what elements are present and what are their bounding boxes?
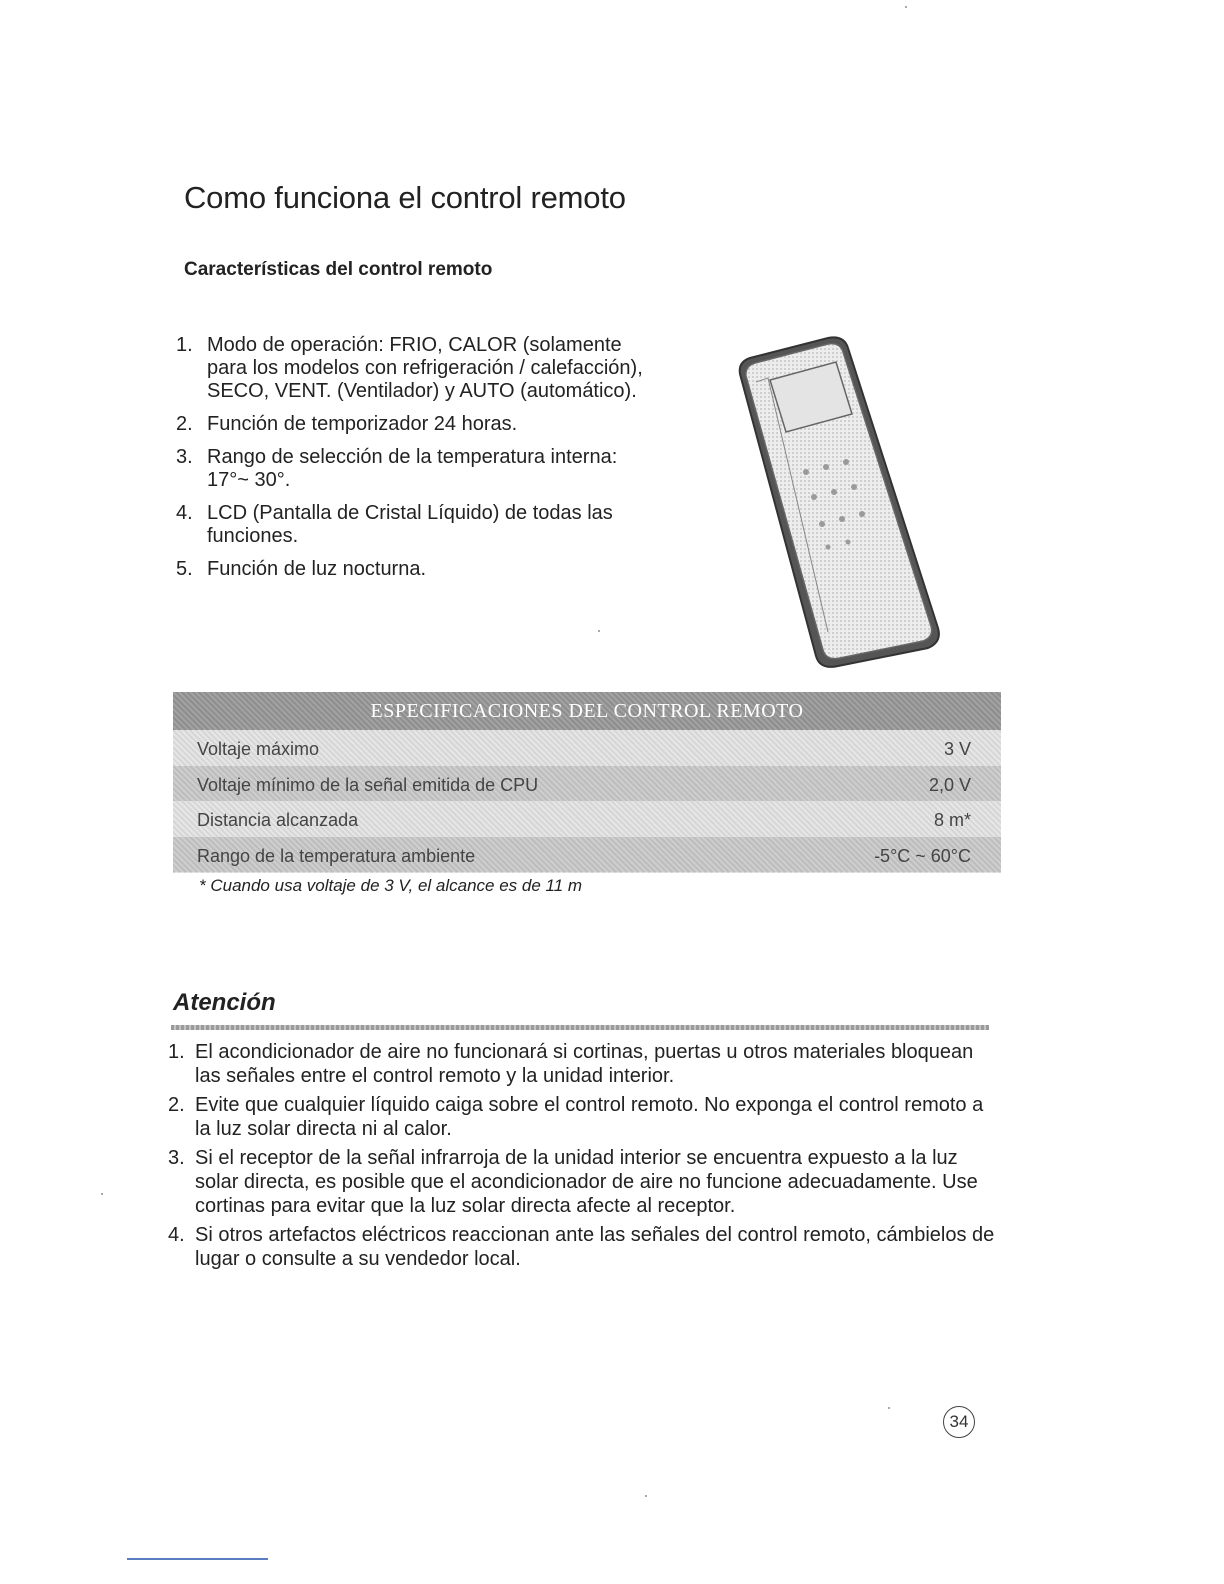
list-item	[168, 1093, 998, 1141]
list-item-number: 3.	[168, 1147, 185, 1169]
list-item	[176, 502, 656, 548]
list-item	[168, 1040, 998, 1088]
list-item-number: 3.	[176, 446, 193, 468]
attention-heading: Atención	[173, 989, 276, 1016]
features-heading: Características del control remoto	[184, 259, 493, 280]
list-item	[168, 1223, 998, 1271]
attention-list	[168, 1040, 998, 1276]
scan-speck	[905, 6, 907, 8]
spec-label: Voltaje máximo	[197, 739, 320, 759]
features-list	[176, 334, 656, 591]
list-item-number: 4.	[176, 502, 193, 524]
list-item	[176, 558, 656, 581]
spec-footnote: * Cuando usa voltaje de 3 V, el alcance es de 11 m	[199, 876, 583, 895]
list-item-number: 2.	[176, 413, 193, 435]
footer-line	[127, 1558, 268, 1560]
remote-control-illustration	[728, 332, 943, 677]
list-item-number: 1.	[176, 334, 193, 356]
list-item-text: Modo de operación: FRIO, CALOR (solamente para los modelos con refrigeración / calefacción), SECO, VENT. (Ventilador) y AUTO (automático).	[207, 334, 643, 402]
spec-value: 3 V	[943, 739, 971, 759]
list-item	[176, 334, 656, 403]
list-item-text: Si otros artefactos eléctricos reaccionan ante las señales del control remoto, cámbielos de lugar o consulte a su vendedor local.	[195, 1224, 995, 1270]
list-item-text: Rango de selección de la temperatura interna: 17°~ 30°.	[207, 446, 618, 491]
scan-speck	[888, 1407, 890, 1409]
spec-value: 2,0 V	[928, 774, 971, 795]
spec-label: Voltaje mínimo de la señal emitida de CPU	[197, 774, 539, 795]
spec-value: -5°C ~ 60°C	[874, 845, 971, 866]
list-item-text: Evite que cualquier líquido caiga sobre el control remoto. No exponga el control remoto a la luz solar directa ni al calor.	[195, 1094, 984, 1140]
scan-speck	[645, 1495, 647, 1497]
specifications-table	[173, 692, 1001, 873]
spec-value: 8 m*	[933, 810, 971, 830]
list-item	[176, 446, 656, 492]
list-item-number: 5.	[176, 558, 193, 580]
spec-label: Rango de la temperatura ambiente	[197, 845, 476, 866]
page-title: Como funciona el control remoto	[184, 180, 626, 215]
scan-speck	[101, 1193, 103, 1195]
spec-label: Distancia alcanzada	[197, 810, 359, 830]
table-row	[173, 730, 1001, 766]
list-item-text: El acondicionador de aire no funcionará si cortinas, puertas u otros materiales bloquean las señales entre el control remoto y la unidad interior.	[195, 1041, 974, 1087]
list-item-text: Función de temporizador 24 horas.	[207, 413, 518, 435]
list-item-text: LCD (Pantalla de Cristal Líquido) de todas las funciones.	[207, 502, 613, 547]
table-header: ESPECIFICACIONES DEL CONTROL REMOTO	[173, 692, 1001, 730]
list-item-text: Si el receptor de la señal infrarroja de la unidad interior se encuentra expuesto a la luz solar directa, es posible que el acondicionador de aire no funcione adecuadamente. Use cortinas para evitar que la luz solar directa afecte al receptor.	[195, 1147, 978, 1217]
list-item-number: 4.	[168, 1224, 185, 1246]
list-item-text: Función de luz nocturna.	[207, 558, 427, 580]
heading-divider	[171, 1025, 989, 1030]
list-item	[168, 1146, 998, 1218]
list-item-number: 2.	[168, 1094, 185, 1116]
list-item-number: 1.	[168, 1041, 185, 1063]
list-item	[176, 413, 656, 436]
table-row	[173, 766, 1001, 802]
table-row	[173, 801, 1001, 837]
table-row	[173, 837, 1001, 873]
page-number: 34	[943, 1406, 975, 1438]
scan-speck	[598, 630, 600, 632]
